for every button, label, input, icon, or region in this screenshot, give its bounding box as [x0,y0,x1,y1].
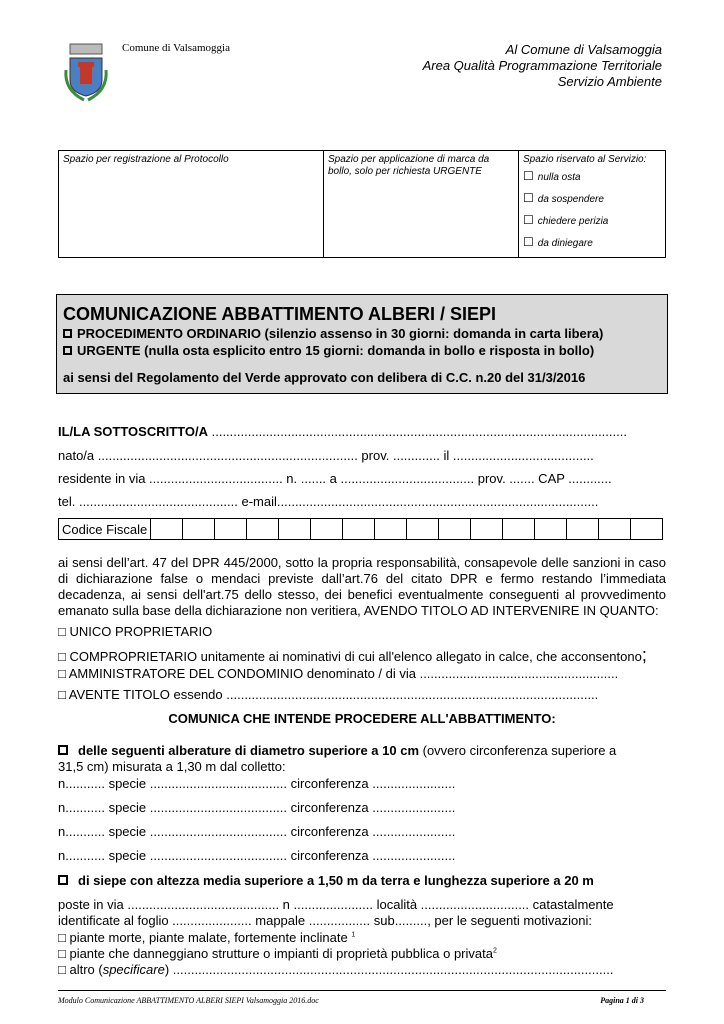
recipient-line: Al Comune di Valsamoggia [505,42,662,57]
codice-fiscale-label: Codice Fiscale [59,519,151,540]
checkbox-icon [63,346,72,355]
sottoscritto-field[interactable]: IL/LA SOTTOSCRITTO/A ................................................................................................................... [58,424,627,439]
siepe-via-field[interactable]: poste in via .......................................... n ...................... località .............................. catastalmente [58,897,614,912]
cf-cell[interactable] [567,519,599,540]
option-unico-proprietario[interactable]: □ UNICO PROPRIETARIO [58,624,213,639]
comune-name: Comune di Valsamoggia [122,42,230,54]
siepe-catasto-field[interactable]: identificate al foglio ...................... mappale ................. sub........., per le seguenti motivazioni: [58,913,592,928]
protocollo-box [59,151,324,258]
comune-crest-logo [62,40,110,102]
codice-fiscale-grid[interactable] [58,518,663,540]
tel-email-field[interactable]: tel. ............................................ e-mail......................................................................................... [58,494,599,509]
cf-cell[interactable] [599,519,631,540]
siepe-heading[interactable]: di siepe con altezza media superiore a 1,50 m da terra e lunghezza superiore a 20 m [58,873,666,889]
document-title: COMUNICAZIONE ABBATTIMENTO ALBERI / SIEPI [63,304,497,324]
bollo-box [324,151,519,258]
alberatura-row[interactable]: n........... specie ...................................... circonferenza ....................... [58,776,456,791]
cf-cell[interactable] [471,519,503,540]
office-use-table [58,150,666,258]
option-ordinario[interactable]: PROCEDIMENTO ORDINARIO (silenzio assenso in 30 giorni: domanda in carta libera) [63,325,661,342]
check-da-sospendere[interactable]: ☐ da sospendere [523,191,604,205]
cf-cell[interactable] [247,519,279,540]
cf-cell[interactable] [503,519,535,540]
protocollo-label: Spazio per registrazione al Protocollo [63,154,229,165]
cf-cell[interactable] [375,519,407,540]
alberatura-row[interactable]: n........... specie ...................................... circonferenza ....................... [58,800,456,815]
cf-cell[interactable] [311,519,343,540]
checkbox-icon [58,745,68,755]
motivazione-piante-morte[interactable]: □ piante morte, piante malate, fortemente inclinate $^1$ [58,930,356,945]
footer-page-number: Pagina 1 di 3 [600,996,644,1005]
check-chiedere-perizia[interactable]: ☐ chiedere perizia [523,213,609,227]
alberature-section [58,743,666,775]
alberature-heading-cont: 31,5 cm) misurata a 1,30 m dal colletto: [58,759,286,774]
motivazione-altro[interactable]: □ altro (specificare) .......................................................................................................................... [58,962,614,977]
cf-cell[interactable] [407,519,439,540]
alberatura-row[interactable]: n........... specie ...................................... circonferenza ....................... [58,848,456,863]
check-nulla-osta[interactable]: ☐ nulla osta [523,169,581,183]
declaration-text: ai sensi dell’art. 47 del DPR 445/2000, sotto la propria responsabilità, consapevole delle sanzioni in caso di dichiarazione false o mendaci previste dall’art.76 del citato DPR e fermo restando l’immediata decadenza, ai sensi dell'art.75 dello stesso, dei benefici eventualmente conseguenti al provvedimento emanato sulla base della dichiarazione non veritiera, AVENDO TITOLO AD INTERVENIRE IN QUANTO: [58,555,666,618]
footer-filename: Modulo Comunicazione ABBATTIMENTO ALBERI SIEPI Valsamoggia 2016.doc [58,996,319,1005]
cf-cell[interactable] [439,519,471,540]
title-box [56,294,668,394]
option-urgente[interactable]: URGENTE (nulla osta esplicito entro 15 giorni: domanda in bollo e risposta in bollo) [63,342,661,359]
riservato-label: Spazio riservato al Servizio: [523,154,647,165]
option-amministratore[interactable]: □ AMMINISTRATORE DEL CONDOMINIO denominato / di via ....................................................... [58,666,619,681]
cf-cell[interactable] [151,519,183,540]
regolamento-ref: ai sensi del Regolamento del Verde approvato con delibera di C.C. n.20 del 31/3/2016 [63,370,586,385]
alberatura-row[interactable]: n........... specie ...................................... circonferenza ....................... [58,824,456,839]
alberature-heading[interactable]: delle seguenti alberature di diametro superiore a 10 cm (ovvero circonferenza superiore a [58,743,666,759]
cf-cell[interactable] [183,519,215,540]
footer-divider [58,990,666,991]
recipient-address [423,42,662,90]
cf-cell[interactable] [343,519,375,540]
cf-cell[interactable] [279,519,311,540]
recipient-line: Area Qualità Programmazione Territoriale [422,58,662,73]
cf-cell[interactable] [631,519,663,540]
motivazione-danneggiano[interactable]: □ piante che danneggiano strutture o impianti di proprietà pubblica o privata$^2$ [58,946,497,961]
checkbox-icon [58,875,68,885]
option-comproprietario[interactable]: □ COMPROPRIETARIO unitamente ai nominativi di cui all'elenco allegato in calce, che acconsentono; [58,645,647,665]
residente-field[interactable]: residente in via ..................................... n. ....... a ..................................... prov. ....... CAP ............ [58,471,612,486]
nato-field[interactable]: nato/a ........................................................................ prov. ............. il ....................................... [58,448,594,463]
bollo-label: Spazio per applicazione di marca da bollo, solo per richiesta URGENTE [328,154,490,177]
checkbox-icon [63,329,72,338]
cf-cell[interactable] [535,519,567,540]
option-avente-titolo[interactable]: □ AVENTE TITOLO essendo ....................................................................................................... [58,687,599,702]
comunica-heading: COMUNICA CHE INTENDE PROCEDERE ALL'ABBATTIMENTO: [168,711,556,726]
cf-cell[interactable] [215,519,247,540]
riservato-box [519,151,666,258]
recipient-line: Servizio Ambiente [557,74,662,89]
check-da-diniegare[interactable]: ☐ da diniegare [523,235,593,249]
